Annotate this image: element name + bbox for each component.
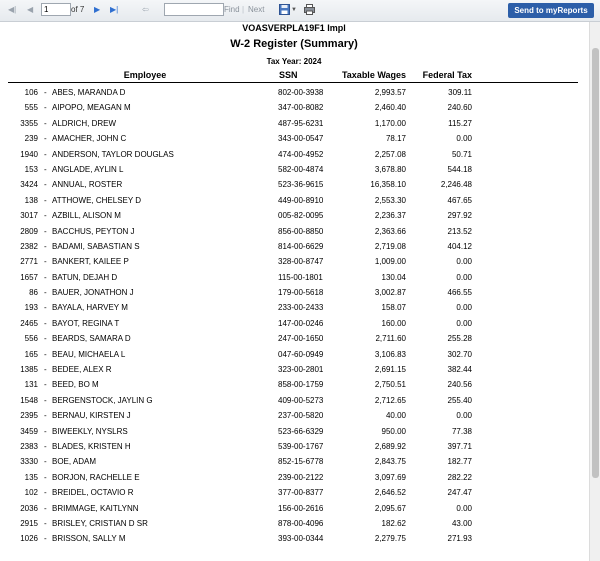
taxable-wages: 2,553.30 bbox=[374, 195, 406, 205]
employee-id: 1026 bbox=[20, 534, 38, 544]
employee-ssn: 328-00-8747 bbox=[278, 257, 324, 267]
employee-id: 1548 bbox=[20, 395, 38, 405]
federal-tax: 43.00 bbox=[451, 518, 472, 528]
federal-tax: 182.77 bbox=[447, 457, 472, 467]
employee-name: ALDRICH, DREW bbox=[52, 118, 117, 128]
federal-tax: 0.00 bbox=[456, 272, 472, 282]
employee-name: BAYOT, REGINA T bbox=[52, 318, 120, 328]
employee-name: ABES, MARANDA D bbox=[52, 88, 126, 97]
id-name-separator: - bbox=[44, 334, 47, 344]
taxable-wages: 16,358.10 bbox=[370, 180, 406, 190]
send-to-myreports-button[interactable]: Send to myReports bbox=[508, 3, 594, 18]
employee-ssn: 343-00-0547 bbox=[278, 134, 324, 144]
table-row bbox=[0, 501, 588, 516]
taxable-wages: 3,106.83 bbox=[374, 349, 406, 359]
employee-name: BERGENSTOCK, JAYLIN G bbox=[52, 395, 153, 405]
taxable-wages: 950.00 bbox=[381, 426, 406, 436]
id-name-separator: - bbox=[44, 503, 47, 513]
employee-ssn: 047-60-0949 bbox=[278, 349, 324, 359]
taxable-wages: 2,095.67 bbox=[374, 503, 406, 513]
id-name-separator: - bbox=[44, 195, 47, 205]
taxable-wages: 2,691.15 bbox=[374, 365, 406, 375]
id-name-separator: - bbox=[44, 472, 47, 482]
employee-id: 135 bbox=[24, 472, 38, 482]
employee-name: BATUN, DEJAH D bbox=[52, 272, 118, 282]
employee-ssn: 115-00-1801 bbox=[278, 272, 323, 282]
taxable-wages: 3,002.87 bbox=[374, 288, 406, 298]
table-row bbox=[0, 147, 588, 162]
employee-name: BREIDEL, OCTAVIO R bbox=[52, 488, 134, 498]
table-row bbox=[0, 239, 588, 254]
employee-ssn: 802-00-3938 bbox=[278, 88, 324, 97]
employee-name: BLADES, KRISTEN H bbox=[52, 441, 131, 451]
back-icon[interactable]: ⇦ bbox=[142, 5, 149, 14]
federal-tax: 271.93 bbox=[447, 534, 472, 544]
taxable-wages: 2,719.08 bbox=[374, 241, 406, 251]
report-toolbar bbox=[0, 0, 600, 22]
id-name-separator: - bbox=[44, 88, 47, 97]
id-name-separator: - bbox=[44, 426, 47, 436]
employee-id: 2383 bbox=[20, 441, 38, 451]
federal-tax: 77.38 bbox=[451, 426, 472, 436]
table-row bbox=[0, 516, 588, 531]
employee-ssn: 347-00-8082 bbox=[278, 103, 324, 113]
table-row bbox=[0, 439, 588, 454]
employee-id: 3355 bbox=[20, 118, 38, 128]
employee-id: 2915 bbox=[20, 518, 38, 528]
employee-id: 2465 bbox=[20, 318, 38, 328]
employee-ssn: 878-00-4096 bbox=[278, 518, 324, 528]
federal-tax: 309.11 bbox=[448, 88, 472, 97]
employee-name: AZBILL, ALISON M bbox=[52, 211, 121, 221]
header-divider bbox=[8, 82, 578, 83]
find-link[interactable]: Find bbox=[224, 5, 240, 14]
id-name-separator: - bbox=[44, 241, 47, 251]
taxable-wages: 2,363.66 bbox=[374, 226, 406, 236]
employee-name: ANGLADE, AYLIN L bbox=[52, 164, 124, 174]
col-header-employee: Employee bbox=[123, 70, 167, 80]
id-name-separator: - bbox=[44, 534, 47, 544]
employee-ssn: 237-00-5820 bbox=[278, 411, 324, 421]
employee-id: 239 bbox=[24, 134, 38, 144]
taxable-wages: 2,257.08 bbox=[374, 149, 406, 159]
employee-name: BAUER, JONATHON J bbox=[52, 288, 134, 298]
id-name-separator: - bbox=[44, 272, 47, 282]
table-row bbox=[0, 177, 588, 192]
id-name-separator: - bbox=[44, 411, 47, 421]
employee-ssn: 487-95-6231 bbox=[278, 118, 324, 128]
page-count-label: of 7 bbox=[71, 5, 85, 14]
employee-ssn: 156-00-2616 bbox=[278, 503, 324, 513]
employee-name: BRISSON, SALLY M bbox=[52, 534, 126, 544]
table-row bbox=[0, 224, 588, 239]
table-row bbox=[0, 162, 588, 177]
federal-tax: 213.52 bbox=[447, 226, 472, 236]
table-row bbox=[0, 85, 588, 100]
federal-tax: 255.40 bbox=[447, 395, 472, 405]
find-input[interactable] bbox=[164, 3, 224, 16]
taxable-wages: 2,236.37 bbox=[374, 211, 406, 221]
table-row bbox=[0, 254, 588, 269]
id-name-separator: - bbox=[44, 365, 47, 375]
taxable-wages: 2,993.57 bbox=[374, 88, 406, 97]
table-row bbox=[0, 208, 588, 223]
page-number-input[interactable] bbox=[41, 3, 71, 16]
federal-tax: 0.00 bbox=[456, 257, 472, 267]
employee-ssn: 449-00-8910 bbox=[278, 195, 324, 205]
employee-id: 106 bbox=[24, 88, 38, 97]
dropdown-icon[interactable]: ▼ bbox=[291, 7, 297, 13]
table-row bbox=[0, 193, 588, 208]
federal-tax: 0.00 bbox=[456, 503, 472, 513]
employee-name: BEDEE, ALEX R bbox=[52, 365, 112, 375]
id-name-separator: - bbox=[44, 180, 47, 190]
employee-id: 2771 bbox=[20, 257, 38, 267]
table-row bbox=[0, 300, 588, 315]
employee-ssn: 393-00-0344 bbox=[278, 534, 324, 544]
employee-name: BIWEEKLY, NYSLRS bbox=[52, 426, 128, 436]
employee-name: BEAU, MICHAELA L bbox=[52, 349, 126, 359]
federal-tax: 247.47 bbox=[447, 488, 472, 498]
federal-tax: 297.92 bbox=[447, 211, 472, 221]
employee-name: BOE, ADAM bbox=[52, 457, 97, 467]
taxable-wages: 2,843.75 bbox=[374, 457, 406, 467]
table-row bbox=[0, 408, 588, 423]
taxable-wages: 2,712.65 bbox=[374, 395, 406, 405]
table-row bbox=[0, 270, 588, 285]
employee-ssn: 582-00-4874 bbox=[278, 164, 324, 174]
federal-tax: 0.00 bbox=[456, 303, 472, 313]
federal-tax: 115.27 bbox=[448, 118, 472, 128]
next-link[interactable]: Next bbox=[248, 5, 265, 14]
employee-name: ANDERSON, TAYLOR DOUGLAS bbox=[52, 149, 174, 159]
federal-tax: 397.71 bbox=[447, 441, 472, 451]
employee-ssn: 147-00-0246 bbox=[278, 318, 324, 328]
employee-name: BACCHUS, PEYTON J bbox=[52, 226, 135, 236]
federal-tax: 544.18 bbox=[447, 164, 472, 174]
company-name: VOASVERPLA19F1 Impl bbox=[242, 23, 346, 33]
employee-ssn: 247-00-1650 bbox=[278, 334, 324, 344]
id-name-separator: - bbox=[44, 149, 47, 159]
employee-id: 131 bbox=[24, 380, 38, 390]
id-name-separator: - bbox=[44, 441, 47, 451]
id-name-separator: - bbox=[44, 103, 47, 113]
taxable-wages: 2,711.60 bbox=[375, 334, 406, 344]
taxable-wages: 2,279.75 bbox=[374, 534, 406, 544]
employee-id: 2036 bbox=[20, 503, 38, 513]
employee-ssn: 323-00-2801 bbox=[278, 365, 324, 375]
employee-id: 1385 bbox=[20, 365, 38, 375]
id-name-separator: - bbox=[44, 288, 47, 298]
taxable-wages: 1,009.00 bbox=[374, 257, 406, 267]
id-name-separator: - bbox=[44, 211, 47, 221]
employee-ssn: 523-66-6329 bbox=[278, 426, 324, 436]
id-name-separator: - bbox=[44, 395, 47, 405]
scrollbar-thumb[interactable] bbox=[592, 48, 599, 478]
federal-tax: 0.00 bbox=[456, 318, 472, 328]
employee-name: ANNUAL, ROSTER bbox=[52, 180, 123, 190]
table-row bbox=[0, 100, 588, 115]
employee-id: 165 bbox=[24, 349, 38, 359]
id-name-separator: - bbox=[44, 226, 47, 236]
employee-id: 86 bbox=[29, 288, 38, 298]
employee-name: BRISLEY, CRISTIAN D SR bbox=[52, 518, 148, 528]
next-page-icon[interactable]: ▶ bbox=[94, 5, 101, 14]
table-row bbox=[0, 485, 588, 500]
col-header-federal-tax: Federal Tax bbox=[422, 70, 472, 80]
employee-ssn: 233-00-2433 bbox=[278, 303, 324, 313]
col-header-taxable-wages: Taxable Wages bbox=[341, 70, 406, 80]
employee-ssn: 239-00-2122 bbox=[278, 472, 324, 482]
table-row bbox=[0, 116, 588, 131]
employee-ssn: 852-15-6778 bbox=[278, 457, 324, 467]
employee-ssn: 179-00-5618 bbox=[278, 288, 324, 298]
employee-id: 153 bbox=[24, 164, 38, 174]
federal-tax: 382.44 bbox=[447, 365, 472, 375]
table-row bbox=[0, 347, 588, 362]
federal-tax: 0.00 bbox=[456, 411, 472, 421]
employee-name: BANKERT, KAILEE P bbox=[52, 257, 129, 267]
taxable-wages: 78.17 bbox=[385, 134, 406, 144]
federal-tax: 466.55 bbox=[447, 288, 472, 298]
table-row bbox=[0, 531, 588, 546]
federal-tax: 282.22 bbox=[447, 472, 472, 482]
id-name-separator: - bbox=[44, 257, 47, 267]
employee-name: BEARDS, SAMARA D bbox=[52, 334, 131, 344]
report-viewer bbox=[0, 22, 588, 561]
table-row bbox=[0, 362, 588, 377]
taxable-wages: 158.07 bbox=[381, 303, 406, 313]
federal-tax: 240.56 bbox=[447, 380, 472, 390]
employee-id: 3017 bbox=[20, 211, 38, 221]
table-row bbox=[0, 131, 588, 146]
employee-name: BEED, BO M bbox=[52, 380, 99, 390]
taxable-wages: 2,646.52 bbox=[374, 488, 406, 498]
employee-ssn: 377-00-8377 bbox=[278, 488, 324, 498]
federal-tax: 240.60 bbox=[447, 103, 472, 113]
report-title: W-2 Register (Summary) bbox=[230, 38, 358, 50]
table-row bbox=[0, 470, 588, 485]
employee-name: ATTHOWE, CHELSEY D bbox=[52, 195, 142, 205]
taxable-wages: 2,689.92 bbox=[374, 441, 406, 451]
table-row bbox=[0, 454, 588, 469]
employee-id: 555 bbox=[24, 103, 38, 113]
taxable-wages: 1,170.00 bbox=[374, 118, 406, 128]
employee-id: 193 bbox=[24, 303, 38, 313]
col-header-ssn: SSN bbox=[279, 70, 298, 80]
taxable-wages: 2,460.40 bbox=[374, 103, 406, 113]
employee-ssn: 523-36-9615 bbox=[278, 180, 324, 190]
taxable-wages: 2,750.51 bbox=[374, 380, 406, 390]
employee-id: 2809 bbox=[20, 226, 38, 236]
table-row bbox=[0, 331, 588, 346]
employee-id: 1940 bbox=[20, 149, 38, 159]
employee-name: AMACHER, JOHN C bbox=[52, 134, 127, 144]
taxable-wages: 40.00 bbox=[385, 411, 406, 421]
employee-name: AIPOPO, MEAGAN M bbox=[52, 103, 131, 113]
employee-id: 138 bbox=[24, 195, 38, 205]
id-name-separator: - bbox=[44, 134, 47, 144]
taxable-wages: 3,678.80 bbox=[374, 164, 406, 174]
federal-tax: 2,246.48 bbox=[440, 180, 472, 190]
employee-id: 1657 bbox=[20, 272, 38, 282]
employee-name: BERNAU, KIRSTEN J bbox=[52, 411, 131, 421]
employee-ssn: 409-00-5273 bbox=[278, 395, 324, 405]
taxable-wages: 160.00 bbox=[381, 318, 406, 328]
employee-id: 102 bbox=[24, 488, 38, 498]
print-icon[interactable] bbox=[304, 4, 315, 15]
taxable-wages: 130.04 bbox=[381, 272, 406, 282]
federal-tax: 0.00 bbox=[456, 134, 472, 144]
employee-ssn: 856-00-8850 bbox=[278, 226, 324, 236]
id-name-separator: - bbox=[44, 164, 47, 174]
id-name-separator: - bbox=[44, 518, 47, 528]
id-name-separator: - bbox=[44, 380, 47, 390]
employee-ssn: 005-82-0095 bbox=[278, 211, 324, 221]
federal-tax: 50.71 bbox=[451, 149, 472, 159]
tax-year-label: Tax Year: 2024 bbox=[266, 57, 322, 66]
id-name-separator: - bbox=[44, 303, 47, 313]
table-row bbox=[0, 316, 588, 331]
employee-ssn: 474-00-4952 bbox=[278, 149, 324, 159]
first-page-icon[interactable]: ◀| bbox=[8, 5, 17, 14]
employee-ssn: 858-00-1759 bbox=[278, 380, 324, 390]
id-name-separator: - bbox=[44, 118, 47, 128]
employee-id: 3424 bbox=[20, 180, 38, 190]
federal-tax: 404.12 bbox=[447, 241, 472, 251]
federal-tax: 467.65 bbox=[447, 195, 472, 205]
find-separator: | bbox=[242, 5, 245, 14]
taxable-wages: 182.62 bbox=[381, 518, 406, 528]
employee-id: 3330 bbox=[20, 457, 38, 467]
employee-ssn: 539-00-1767 bbox=[278, 441, 324, 451]
employee-name: BRIMMAGE, KAITLYNN bbox=[52, 503, 139, 513]
federal-tax: 255.28 bbox=[447, 334, 472, 344]
employee-id: 556 bbox=[24, 334, 38, 344]
employee-id: 2395 bbox=[20, 411, 38, 421]
id-name-separator: - bbox=[44, 349, 47, 359]
table-row bbox=[0, 285, 588, 300]
table-row bbox=[0, 377, 588, 392]
employee-ssn: 814-00-6629 bbox=[278, 241, 324, 251]
employee-id: 2382 bbox=[20, 241, 38, 251]
save-icon[interactable] bbox=[279, 4, 290, 15]
taxable-wages: 3,097.69 bbox=[374, 472, 406, 482]
federal-tax: 302.70 bbox=[447, 349, 472, 359]
vertical-scrollbar[interactable] bbox=[589, 22, 600, 561]
id-name-separator: - bbox=[44, 318, 47, 328]
register-rows bbox=[0, 85, 588, 547]
employee-name: BORJON, RACHELLE E bbox=[52, 472, 140, 482]
prev-page-icon[interactable]: ◀ bbox=[27, 5, 34, 14]
id-name-separator: - bbox=[44, 488, 47, 498]
employee-name: BADAMI, SABASTIAN S bbox=[52, 241, 140, 251]
id-name-separator: - bbox=[44, 457, 47, 467]
last-page-icon[interactable]: ▶| bbox=[110, 5, 119, 14]
table-row bbox=[0, 393, 588, 408]
table-row bbox=[0, 424, 588, 439]
employee-name: BAYALA, HARVEY M bbox=[52, 303, 128, 313]
employee-id: 3459 bbox=[20, 426, 38, 436]
